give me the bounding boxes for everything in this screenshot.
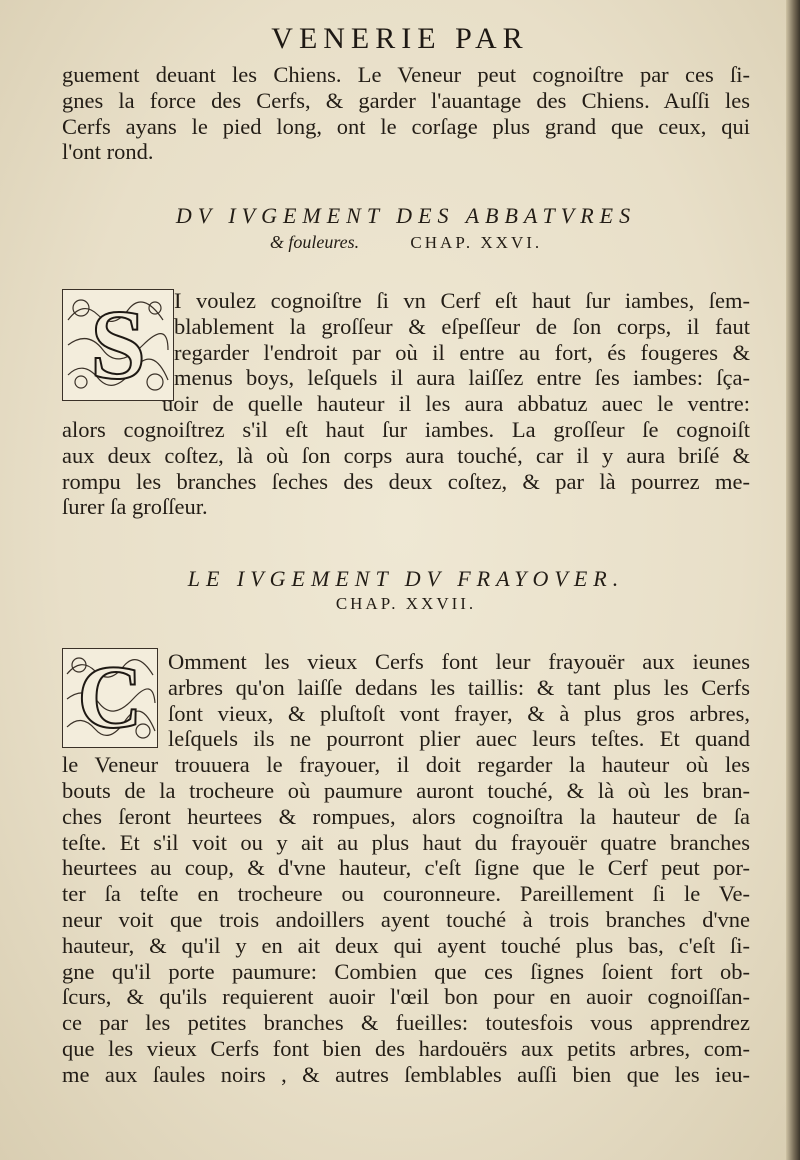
chapter-27-title: LE IVGEMENT DV FRAYOVER. xyxy=(187,566,625,591)
text-line: leſquels ils ne pourront plier auec leurs teſtes. Et quand xyxy=(168,726,750,752)
text-line: me aux ſaules noirs , & autres ſemblables auſſi bien que les ieu- xyxy=(62,1061,750,1087)
text-line: gne qu'il porte paumure: Combien que ces ſignes ſoient fort ob- xyxy=(62,958,750,984)
initial-letter: C xyxy=(77,648,143,747)
text-line: Omment les vieux Cerfs font leur frayouër aux ieunes xyxy=(168,649,750,674)
text-line: l'ont rond. xyxy=(62,139,154,165)
text-line: alors cognoiſtrez s'il eſt haut ſur iambes. La groſſeur ſe cognoiſt xyxy=(62,416,750,442)
text-line: hauteur, & qu'il y en ait deux qui ayent touché plus bas, c'eſt ſi- xyxy=(62,932,750,958)
opening-paragraph xyxy=(62,62,750,165)
text-line: gnes la force des Cerfs, & garder l'auantage des Chiens. Auſſi les xyxy=(62,87,750,113)
chapter-26-body xyxy=(62,288,750,520)
text-line: que les vieux Cerfs font bien des hardouërs aux petits arbres, com- xyxy=(62,1035,750,1061)
initial-letter: S xyxy=(90,289,146,400)
chapter-26-subtitle-line xyxy=(62,232,750,253)
text-line: ſurer ſa groſſeur. xyxy=(62,494,208,520)
chapter-26-number: CHAP. XXVI. xyxy=(410,233,543,252)
text-line: uoir de quelle hauteur il les aura abbatuz auec le ventre: xyxy=(162,391,750,417)
text-line: le Veneur trouuera le frayouer, il doit regarder la hauteur où les xyxy=(62,752,750,778)
text-line: Cerfs ayans le pied long, ont le corſage plus grand que ceux, qui xyxy=(62,113,750,139)
text-line: ches ſeront heurtees & rompues, alors cognoiſtra la hauteur de ſa xyxy=(62,803,750,829)
chapter-26-title: DV IVGEMENT DES ABBATVRES xyxy=(175,203,637,228)
chapter-27-body xyxy=(62,649,750,1088)
text-line: neur voit que trois andoillers ayent touché à trois branches d'vne xyxy=(62,906,750,932)
running-title: VENERIE PAR xyxy=(271,22,529,55)
chapter-26-subtitle: & fouleures. xyxy=(269,232,360,252)
text-line: ſcurs, & qu'ils requierent auoir l'œil bon pour en auoir cognoiſſan- xyxy=(62,984,750,1010)
chapter-27-number: CHAP. XXVII. xyxy=(335,594,477,613)
text-line: teſte. Et s'il voit ou y ait au plus haut du frayouër quatre branches xyxy=(62,829,750,855)
text-line: guement deuant les Chiens. Le Veneur peut cognoiſtre par ces ſi- xyxy=(62,62,750,87)
text-line: heurtees au coup, & d'vne hauteur, c'eſt ſigne que le Cerf peut por- xyxy=(62,855,750,881)
text-line: arbres qu'on laiſſe dedans les taillis: & tant plus les Cerfs xyxy=(168,674,750,700)
text-line: blablement la groſſeur & eſpeſſeur de ſon corps, il faut xyxy=(174,313,750,339)
text-line: regarder l'endroit par où il entre au fort, és fougeres & xyxy=(174,339,750,365)
text-line: ſont vieux, & pluſtoſt vont frayer, & à plus gros arbres, xyxy=(168,700,750,726)
text-line: I voulez cognoiſtre ſi vn Cerf eſt haut ſur iambes, ſem- xyxy=(174,288,750,313)
text-line: rompu les branches ſeches des deux coſtez, & par là pourrez me- xyxy=(62,468,750,494)
text-line: menus boys, leſquels il aura laiſſez entre ſes iambes: ſça- xyxy=(174,365,750,391)
text-line: bouts de la trocheure où paumure auront touché, & là où les bran- xyxy=(62,777,750,803)
page-gutter xyxy=(786,0,800,1160)
text-line: ter ſa teſte en trocheure ou couronneure. Pareillement ſi le Ve- xyxy=(62,881,750,907)
text-line: ce par les petites branches & fueilles: toutesfois vous apprendrez xyxy=(62,1010,750,1036)
text-line: aux deux coſtez, là où ſon corps aura touché, car il y aura briſé & xyxy=(62,442,750,468)
